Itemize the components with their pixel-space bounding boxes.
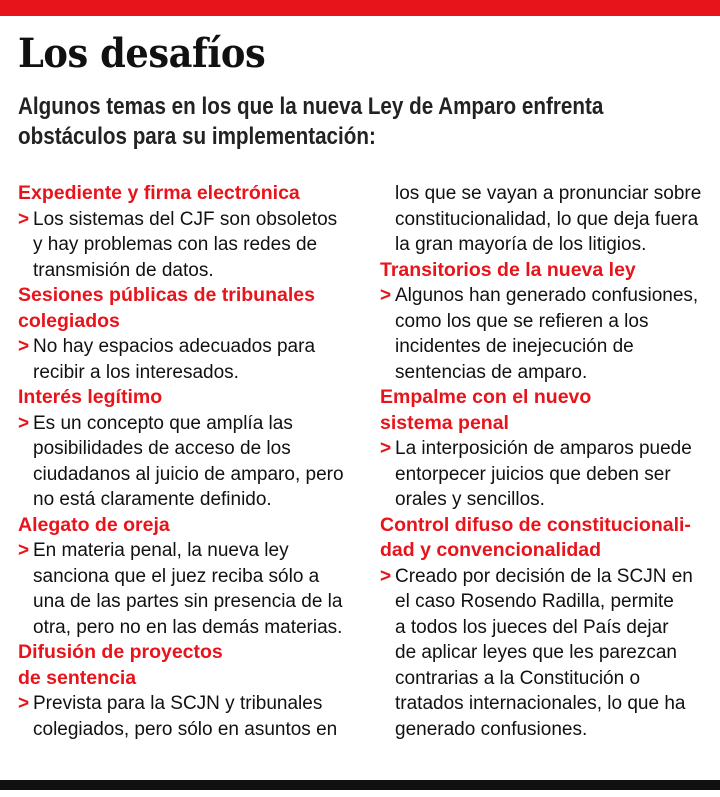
heading-line: Interés legítimo [18,386,163,408]
body-line: como los que se refieren a los [395,310,649,332]
section-control-difuso [380,513,710,743]
body-line: de aplicar leyes que les parezcan [395,642,678,663]
body-line: Prevista para la SCJN y tribunales [33,693,323,714]
body-line: Es un concepto que amplía las [33,412,293,434]
chevron-right-icon: > [380,565,392,587]
heading-line: Difusión de proyectos [18,641,223,663]
body-line: posibilidades de acceso de los [33,438,291,459]
section-heading [18,640,363,691]
section-heading [380,513,710,564]
chevron-right-icon: > [18,412,30,434]
chevron-right-icon: > [18,208,30,230]
bottom-rule [0,780,720,790]
body-line: colegiados, pero sólo en asuntos en [33,718,338,740]
chevron-right-icon: > [380,285,392,306]
section-alegato [18,513,363,641]
section-heading [18,181,363,207]
section-heading [380,385,710,436]
body-line: la gran mayoría de los litigios. [395,234,647,255]
chevron-right-icon: > [18,693,30,714]
heading-line: dad y convencionalidad [380,539,602,561]
body-line: ciudadanos al juicio de amparo, pero [33,463,344,485]
body-line: Creado por decisión de la SCJN en [395,565,693,587]
body-line: una de las partes sin presencia de la [33,591,343,612]
heading-line: colegiados [18,309,120,332]
section-interes [18,385,363,513]
subtitle-line: obstáculos para su implementación: [18,123,376,150]
chevron-right-icon: > [18,336,30,357]
section-transitorios [380,258,710,386]
body-line: contrarias a la Constitución o [395,667,641,689]
body-line: y hay problemas con las redes de [33,234,318,255]
bullet-item [380,564,710,743]
bullet-item [380,283,710,385]
heading-line: Empalme con el nuevo [380,386,592,408]
bullet-item [18,207,363,284]
body-line: incidentes de inejecución de [395,336,634,357]
top-accent-bar [0,0,720,16]
bullet-item [380,436,710,513]
right-column [380,181,710,742]
section-expediente [18,181,363,283]
body-line: En materia penal, la nueva ley [33,540,289,561]
section-empalme [380,385,710,513]
body-line: el caso Rosendo Radilla, permite [395,591,674,612]
body-line: a todos los jueces del País dejar [395,616,669,638]
bullet-item [18,411,363,513]
bullet-item [18,691,363,742]
body-line: sanciona que el juez reciba sólo a [33,565,320,587]
body-line: generado confusiones. [395,718,588,740]
body-line: no está claramente definido. [33,489,272,510]
body-line: Los sistemas del CJF son obsoletos [33,208,338,230]
bullet-item [18,538,363,640]
section-heading [18,385,363,411]
continuation-text [380,181,710,258]
body-line: los que se vayan a pronunciar sobre [395,183,702,204]
body-line: No hay espacios adecuados para [33,336,316,357]
heading-line: de sentencia [18,666,137,689]
subtitle [18,92,620,152]
body-line: transmisión de datos. [33,259,214,281]
body-line: otra, pero no en las demás materias. [33,616,343,638]
body-line: La interposición de amparos puede [395,438,692,459]
heading-line: Expediente y firma electrónica [18,182,300,204]
heading-line: Transitorios de la nueva ley [380,258,636,281]
chevron-right-icon: > [18,540,30,561]
section-heading [380,258,710,284]
bullet-item [18,334,363,385]
subtitle-line: Algunos temas en los que la nueva Ley de Amparo enfrenta [18,93,604,120]
body-line: recibir a los interesados. [33,361,239,383]
heading-line: Sesiones públicas de tribunales [18,284,315,306]
body-line: entorpecer juicios que deben ser [395,463,671,485]
section-sesiones [18,283,363,385]
body-line: Algunos han generado confusiones, [395,285,699,306]
body-line: orales y sencillos. [395,489,545,510]
page-title: Los desafíos [18,30,266,77]
body-line: constitucionalidad, lo que deja fuera [395,208,699,230]
heading-line: Alegato de oreja [18,513,170,536]
section-difusion [18,640,363,742]
chevron-right-icon: > [380,438,392,459]
heading-line: sistema penal [380,411,509,434]
left-column [18,181,363,742]
body-line: tratados internacionales, lo que ha [395,693,686,714]
section-heading [18,283,363,334]
section-heading [18,513,363,539]
body-line: sentencias de amparo. [395,361,588,383]
heading-line: Control difuso de constitucionali- [380,513,691,536]
